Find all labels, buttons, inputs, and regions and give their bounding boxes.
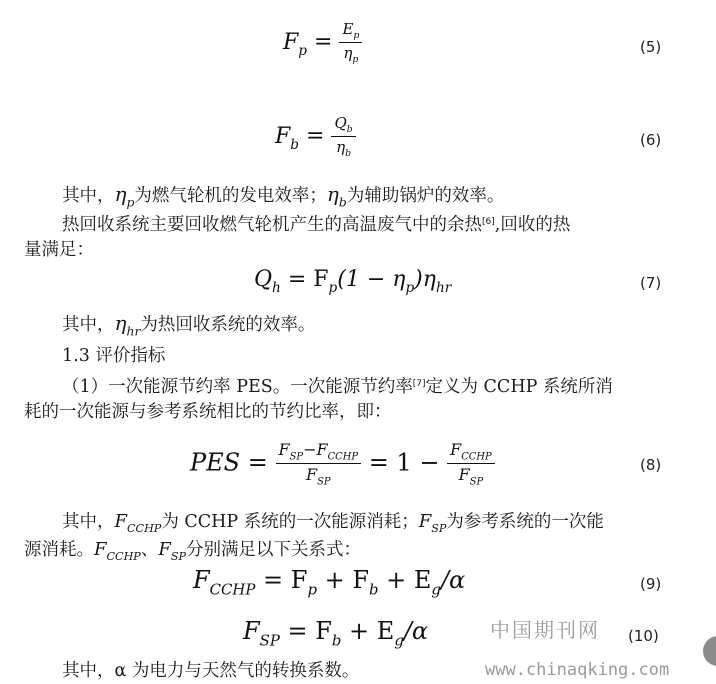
eq5-lhs: $F_p$ xyxy=(283,29,307,59)
watermark-url: www.chinaqking.com xyxy=(485,660,670,680)
paragraph-conversion-coefficient: 其中，α 为电力与天然气的转换系数。 xyxy=(62,661,360,681)
eq5-fraction: $\frac{E_p}{\eta_p}$ xyxy=(339,20,362,65)
equation-10: $F_{SP} = F_b + E_g/\alpha$ xyxy=(243,617,429,650)
paragraph-consumption-line2: 源消耗。$F_{CCHP}$、$F_{SP}$分别满足以下关系式： xyxy=(24,539,361,564)
edge-circle-decoration xyxy=(703,636,716,666)
equation-9: $F_{CCHP} = F_p + F_b + E_g/\alpha$ xyxy=(193,566,466,599)
paragraph-pes-line2: 耗的一次能源与参考系统相比的节约比率，即： xyxy=(24,402,392,422)
paragraph-heat-recovery-line1: 热回收系统主要回收燃气轮机产生的高温废气中的余热[6],回收的热 xyxy=(62,215,571,235)
equation-10-number: (10) xyxy=(628,627,659,645)
eq6-fraction: $\frac{Q_b}{\eta_b}$ xyxy=(331,114,355,159)
equation-8-number: (8) xyxy=(640,456,662,474)
watermark-cn: 中国期刊网 xyxy=(490,618,600,642)
equation-5-number: (5) xyxy=(640,38,662,56)
equation-5: $F_p$ = $\frac{E_p}{\eta_p}$ xyxy=(283,20,362,65)
eq6-lhs: $F_b$ xyxy=(275,123,299,153)
paragraph-heat-recovery-line2: 量满足： xyxy=(24,240,94,260)
paragraph-efficiency-definitions: 其中，$\eta_p$为燃气轮机的发电效率；$\eta_b$为辅助锅炉的效率。 xyxy=(62,182,505,210)
section-heading-1-3: 1.3 评价指标 xyxy=(62,346,166,366)
eq8-fraction-2: $\frac{F_{CCHP}}{F_{SP}}$ xyxy=(447,440,495,488)
eq8-fraction-1: $\frac{F_{SP}-F_{CCHP}}{F_{SP}}$ xyxy=(276,440,362,488)
paragraph-consumption-line1: 其中，$F_{CCHP}$为 CCHP 系统的一次能源消耗；$F_{SP}$为参考系统的一次能 xyxy=(62,511,604,536)
equation-6-number: (6) xyxy=(640,131,662,149)
citation-7: [7] xyxy=(412,379,426,389)
equation-7: $Q_h = F_p(1 - \eta_p)\eta_{hr}$ xyxy=(254,267,452,297)
equation-9-number: (9) xyxy=(640,575,662,593)
paragraph-heat-recovery-efficiency: 其中，$\eta_{hr}$为热回收系统的效率。 xyxy=(62,311,316,339)
citation-6: [6] xyxy=(482,217,495,227)
paragraph-pes-line1: （1）一次能源节约率 PES。一次能源节约率[7]定义为 CCHP 系统所消 xyxy=(62,377,613,397)
equation-6: $F_b$ = $\frac{Q_b}{\eta_b}$ xyxy=(275,114,356,159)
equation-7-number: (7) xyxy=(640,274,662,292)
equation-8: PES = $\frac{F_{SP}-F_{CCHP}}{F_{SP}}$ = 1 − $\frac{F_{CCHP}}{F_{SP}}$ xyxy=(190,440,495,488)
